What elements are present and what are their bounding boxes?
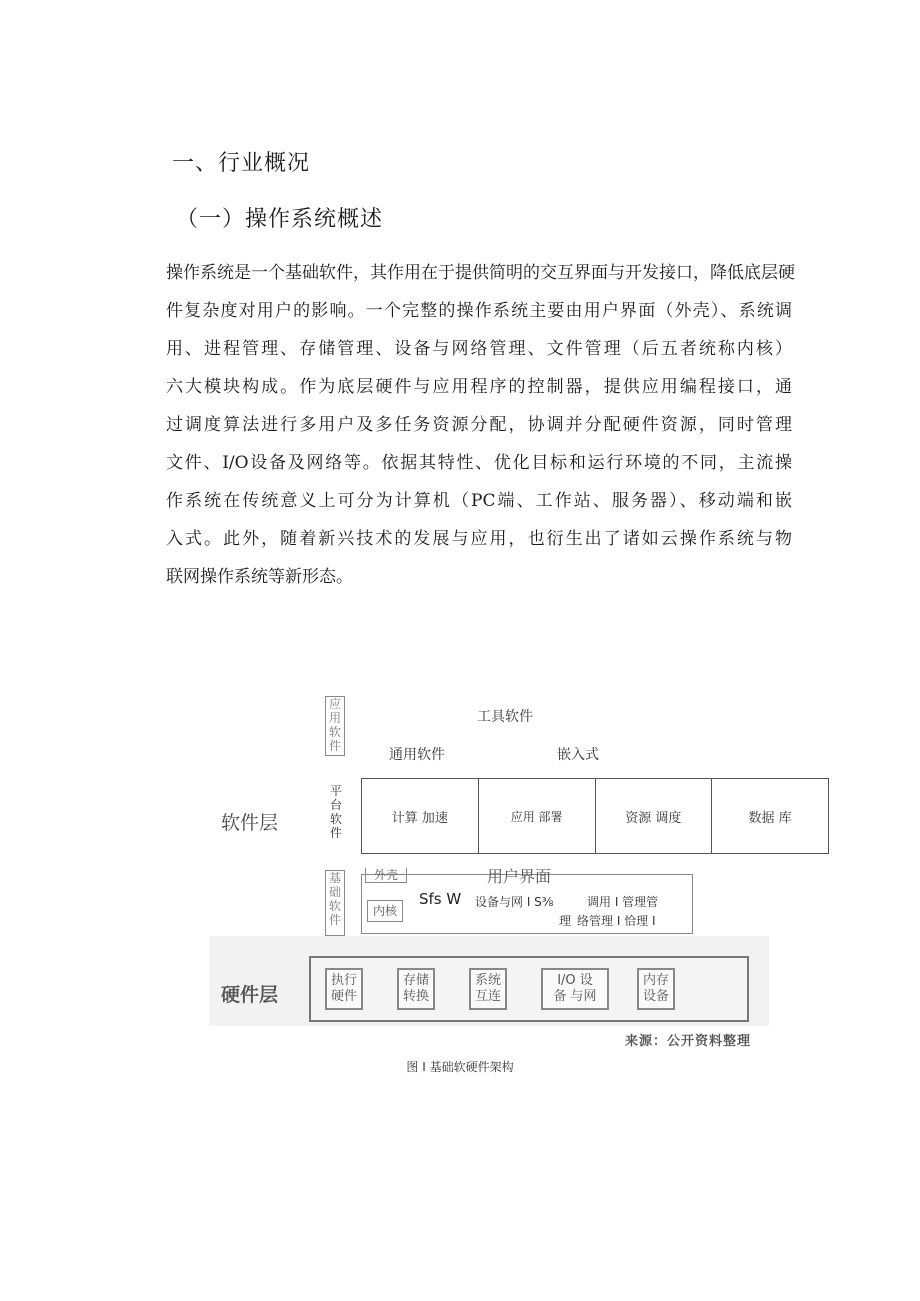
user-interface-label: 用户界面 bbox=[487, 867, 552, 886]
software-layer-label: 软件层 bbox=[221, 812, 279, 834]
kernel-box: 内核 bbox=[367, 900, 403, 922]
kernel-module-text: 调用 I 管理管 bbox=[587, 895, 659, 909]
platform-cell: 数据 库 bbox=[711, 779, 828, 853]
paragraph-line: 件复杂度对用户的影响。一个完整的操作系统主要由用户界面（外壳）、系统调 bbox=[166, 301, 792, 321]
hardware-item: 执行 硬件 bbox=[325, 968, 363, 1010]
heading-os-overview: （一）操作系统概述 bbox=[176, 207, 384, 232]
shell-box: 外壳 bbox=[365, 868, 407, 883]
paragraph-line: 用、进程管理、存储管理、设备与网络管理、文件管理（后五者统称内核） bbox=[166, 339, 792, 359]
platform-cell: 计算 加速 bbox=[391, 810, 448, 826]
general-software-label: 通用软件 bbox=[389, 747, 445, 763]
platform-cell: 应用 部署 bbox=[478, 779, 595, 853]
base-software-label: 基 础 软 件 bbox=[325, 870, 345, 936]
source-note: 来源：公开资料整理 bbox=[625, 1034, 752, 1049]
paragraph-line: 作系统在传统意义上可分为计算机（PC端、工作站、服务器）、移动端和嵌 bbox=[166, 491, 792, 511]
paragraph-line: 过调度算法进行多用户及多任务资源分配，协调并分配硬件资源，同时管理 bbox=[166, 415, 792, 435]
kernel-module-text: 理 bbox=[559, 914, 572, 928]
hardware-item: I/O 设 备 与网 bbox=[541, 968, 609, 1010]
hardware-item: 内存 设备 bbox=[637, 968, 675, 1010]
paragraph-line: 入式。此外，随着新兴技术的发展与应用，也衍生出了诸如云操作系统与物 bbox=[166, 529, 792, 549]
hardware-item: 系统 互连 bbox=[469, 968, 507, 1010]
hardware-item: 存储 转换 bbox=[397, 968, 435, 1010]
paragraph-line: 文件、I/O设备及网络等。依据其特性、优化目标和运行环境的不同，主流操 bbox=[166, 453, 792, 473]
figure-caption: 图 I 基础软硬件架构 bbox=[406, 1060, 514, 1074]
hardware-layer-label: 硬件层 bbox=[221, 984, 279, 1006]
tool-software-label: 工具软件 bbox=[477, 709, 533, 725]
kernel-module-text: Sfs W bbox=[419, 890, 462, 908]
platform-table bbox=[361, 778, 829, 854]
platform-software-label: 平 台 软 件 bbox=[329, 784, 342, 840]
app-software-label: 应 用 软 件 bbox=[325, 696, 345, 756]
platform-cell: 资源 调度 bbox=[595, 779, 712, 853]
kernel-module-text: 设备与网 I S⅜ bbox=[475, 895, 554, 909]
paragraph-line: 六大模块构成。作为底层硬件与应用程序的控制器，提供应用编程接口，通 bbox=[166, 377, 792, 397]
paragraph-line: 操作系统是一个基础软件，其作用在于提供简明的交互界面与开发接口，降低底层硬 bbox=[166, 263, 795, 283]
embedded-label: 嵌入式 bbox=[557, 747, 599, 763]
heading-industry-overview: 一、行业概况 bbox=[172, 151, 311, 176]
body-paragraph bbox=[166, 254, 795, 596]
hardware-frame bbox=[309, 956, 749, 1022]
paragraph-line: 联网操作系统等新形态。 bbox=[166, 567, 353, 587]
architecture-diagram bbox=[205, 690, 792, 1049]
kernel-module-text: 络管理 I 恰理 I bbox=[577, 914, 656, 928]
